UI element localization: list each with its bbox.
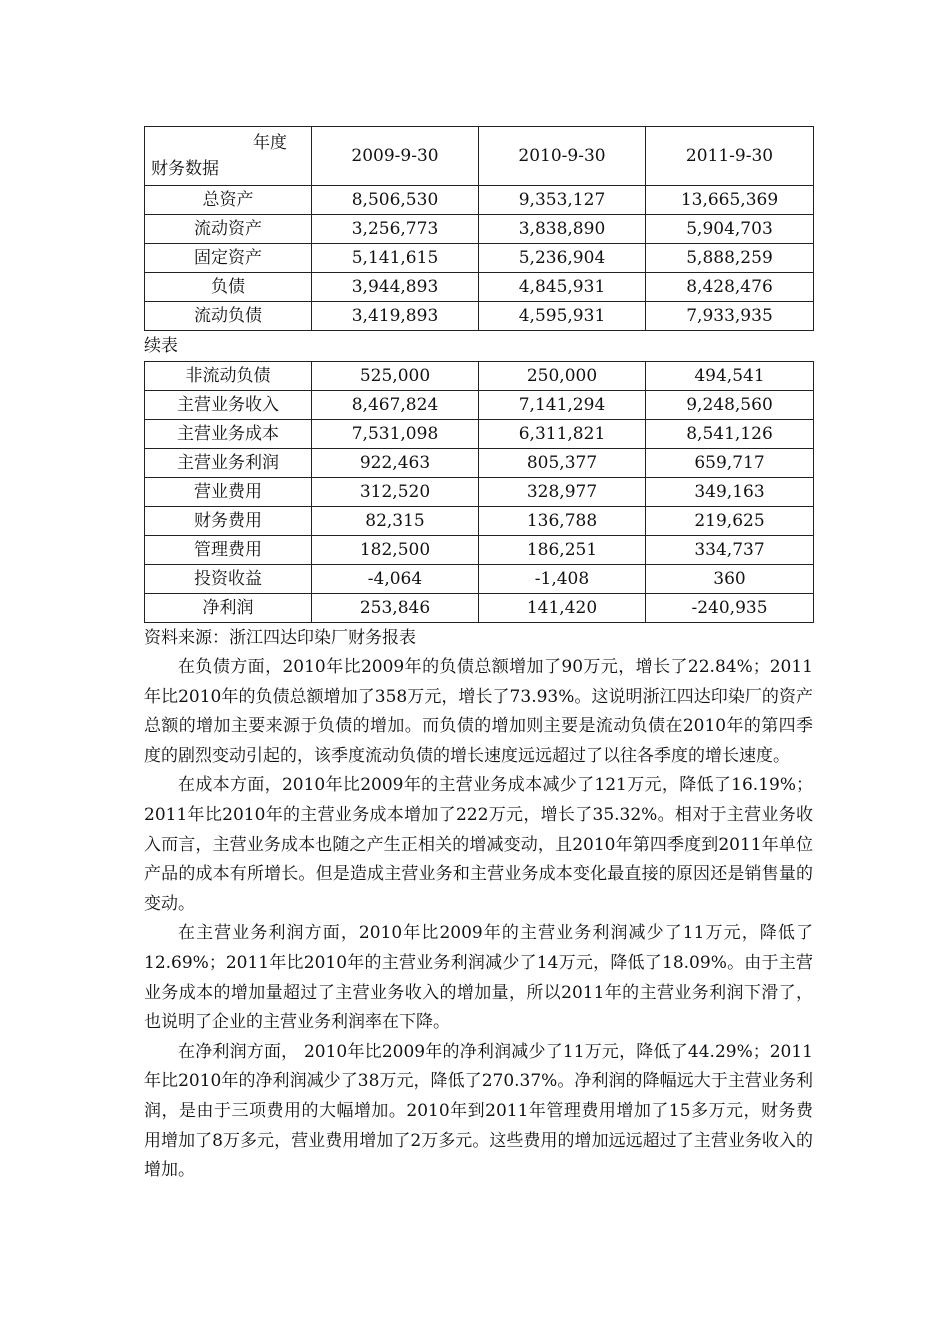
table-cell: -1,408	[479, 565, 646, 594]
table-row	[145, 273, 814, 302]
table-cell: 525,000	[312, 362, 479, 391]
table-cell: 349,163	[646, 478, 814, 507]
table-row	[145, 449, 814, 478]
table-cell: 312,520	[312, 478, 479, 507]
continued-table-label: 续表	[144, 336, 178, 356]
table-row	[145, 565, 814, 594]
table-row	[145, 362, 814, 391]
table-cell: 922,463	[312, 449, 479, 478]
table-cell: 7,141,294	[479, 391, 646, 420]
table-cell: 5,236,904	[479, 244, 646, 273]
row-label: 流动负债	[145, 302, 312, 331]
header-data-label: 财务数据	[151, 159, 219, 179]
table-row	[145, 391, 814, 420]
row-label: 非流动负债	[145, 362, 312, 391]
table-row	[145, 215, 814, 244]
paragraph-liabilities: 在负债方面，2010年比2009年的负债总额增加了90万元，增长了22.84%；2011年比2010年的负债总额增加了358万元，增长了73.93%。这说明浙江四达印染厂的资产总额的增加主要来源于负债的增加。而负债的增加则主要是流动负债在2010年的第四季度的剧烈变动引起的，该季度流动负债的增长速度远远超过了以往各季度的增长速度。	[144, 657, 813, 766]
table-cell: 4,845,931	[479, 273, 646, 302]
column-header: 2010-9-30	[479, 127, 646, 186]
table-cell: 82,315	[312, 507, 479, 536]
table-cell: 13,665,369	[646, 186, 814, 215]
table-cell: 3,256,773	[312, 215, 479, 244]
table-cell: 219,625	[646, 507, 814, 536]
table-cell: 3,944,893	[312, 273, 479, 302]
row-label: 主营业务利润	[145, 449, 312, 478]
row-label: 主营业务收入	[145, 391, 312, 420]
table-cell: 8,428,476	[646, 273, 814, 302]
table-cell: 141,420	[479, 594, 646, 623]
row-label: 负债	[145, 273, 312, 302]
table-cell: 186,251	[479, 536, 646, 565]
data-source-note: 资料来源：浙江四达印染厂财务报表	[144, 628, 416, 648]
row-label: 净利润	[145, 594, 312, 623]
table-row	[145, 186, 814, 215]
table-row	[145, 420, 814, 449]
table-row	[145, 302, 814, 331]
row-label: 固定资产	[145, 244, 312, 273]
table-cell: 494,541	[646, 362, 814, 391]
header-year-label: 年度	[253, 133, 287, 153]
table-cell: 805,377	[479, 449, 646, 478]
table-cell: -240,935	[646, 594, 814, 623]
table-cell: 8,467,824	[312, 391, 479, 420]
header-corner-cell	[145, 127, 312, 186]
table-cell: 659,717	[646, 449, 814, 478]
row-label: 管理费用	[145, 536, 312, 565]
table-cell: 136,788	[479, 507, 646, 536]
financial-table-part2	[144, 361, 814, 623]
row-label: 投资收益	[145, 565, 312, 594]
document-page	[144, 126, 813, 1186]
table-cell: 7,933,935	[646, 302, 814, 331]
table-cell: 5,141,615	[312, 244, 479, 273]
row-label: 流动资产	[145, 215, 312, 244]
row-label: 营业费用	[145, 478, 312, 507]
table-cell: 4,595,931	[479, 302, 646, 331]
row-label: 财务费用	[145, 507, 312, 536]
table-cell: 328,977	[479, 478, 646, 507]
table-cell: 3,419,893	[312, 302, 479, 331]
table-cell: 334,737	[646, 536, 814, 565]
table-cell: 250,000	[479, 362, 646, 391]
table-cell: 182,500	[312, 536, 479, 565]
table-cell: 8,506,530	[312, 186, 479, 215]
table-cell: 5,904,703	[646, 215, 814, 244]
financial-table-part1	[144, 126, 814, 331]
table-header-row	[145, 127, 814, 186]
table-cell: 360	[646, 565, 814, 594]
table-cell: -4,064	[312, 565, 479, 594]
table-cell: 7,531,098	[312, 420, 479, 449]
table-cell: 6,311,821	[479, 420, 646, 449]
table-row	[145, 244, 814, 273]
table-cell: 253,846	[312, 594, 479, 623]
paragraph-cost: 在成本方面，2010年比2009年的主营业务成本减少了121万元，降低了16.19%；2011年比2010年的主营业务成本增加了222万元，增长了35.32%。相对于主营业务收入而言，主营业务成本也随之产生正相关的增减变动，且2010年第四季度到2011年单位产品的成本有所增长。但是造成主营业务和主营业务成本变化最直接的原因还是销售量的变动。	[144, 775, 813, 914]
table-row	[145, 594, 814, 623]
table-row	[145, 536, 814, 565]
table-row	[145, 478, 814, 507]
table-cell: 9,353,127	[479, 186, 646, 215]
table-cell: 3,838,890	[479, 215, 646, 244]
table-cell: 9,248,560	[646, 391, 814, 420]
paragraph-operating-profit: 在主营业务利润方面，2010年比2009年的主营业务利润减少了11万元，降低了12.69%；2011年比2010年的主营业务利润减少了14万元，降低了18.09%。由于主营业务成本的增加量超过了主营业务收入的增加量，所以2011年的主营业务利润下滑了，也说明了企业的主营业务利润率在下降。	[144, 923, 813, 1033]
table-row	[145, 507, 814, 536]
paragraph-net-profit: 在净利润方面， 2010年比2009年的净利润减少了11万元，降低了44.29%；2011年比2010年的净利润减少了38万元，降低了270.37%。净利润的降幅远大于主营业务利润，是由于三项费用的大幅增加。2010年到2011年管理费用增加了15多万元，财务费用增加了8万多元，营业费用增加了2万多元。这些费用的增加远远超过了主营业务收入的增加。	[144, 1041, 813, 1181]
column-header: 2009-9-30	[312, 127, 479, 186]
table-cell: 5,888,259	[646, 244, 814, 273]
table-cell: 8,541,126	[646, 420, 814, 449]
row-label: 主营业务成本	[145, 420, 312, 449]
column-header: 2011-9-30	[646, 127, 814, 186]
row-label: 总资产	[145, 186, 312, 215]
